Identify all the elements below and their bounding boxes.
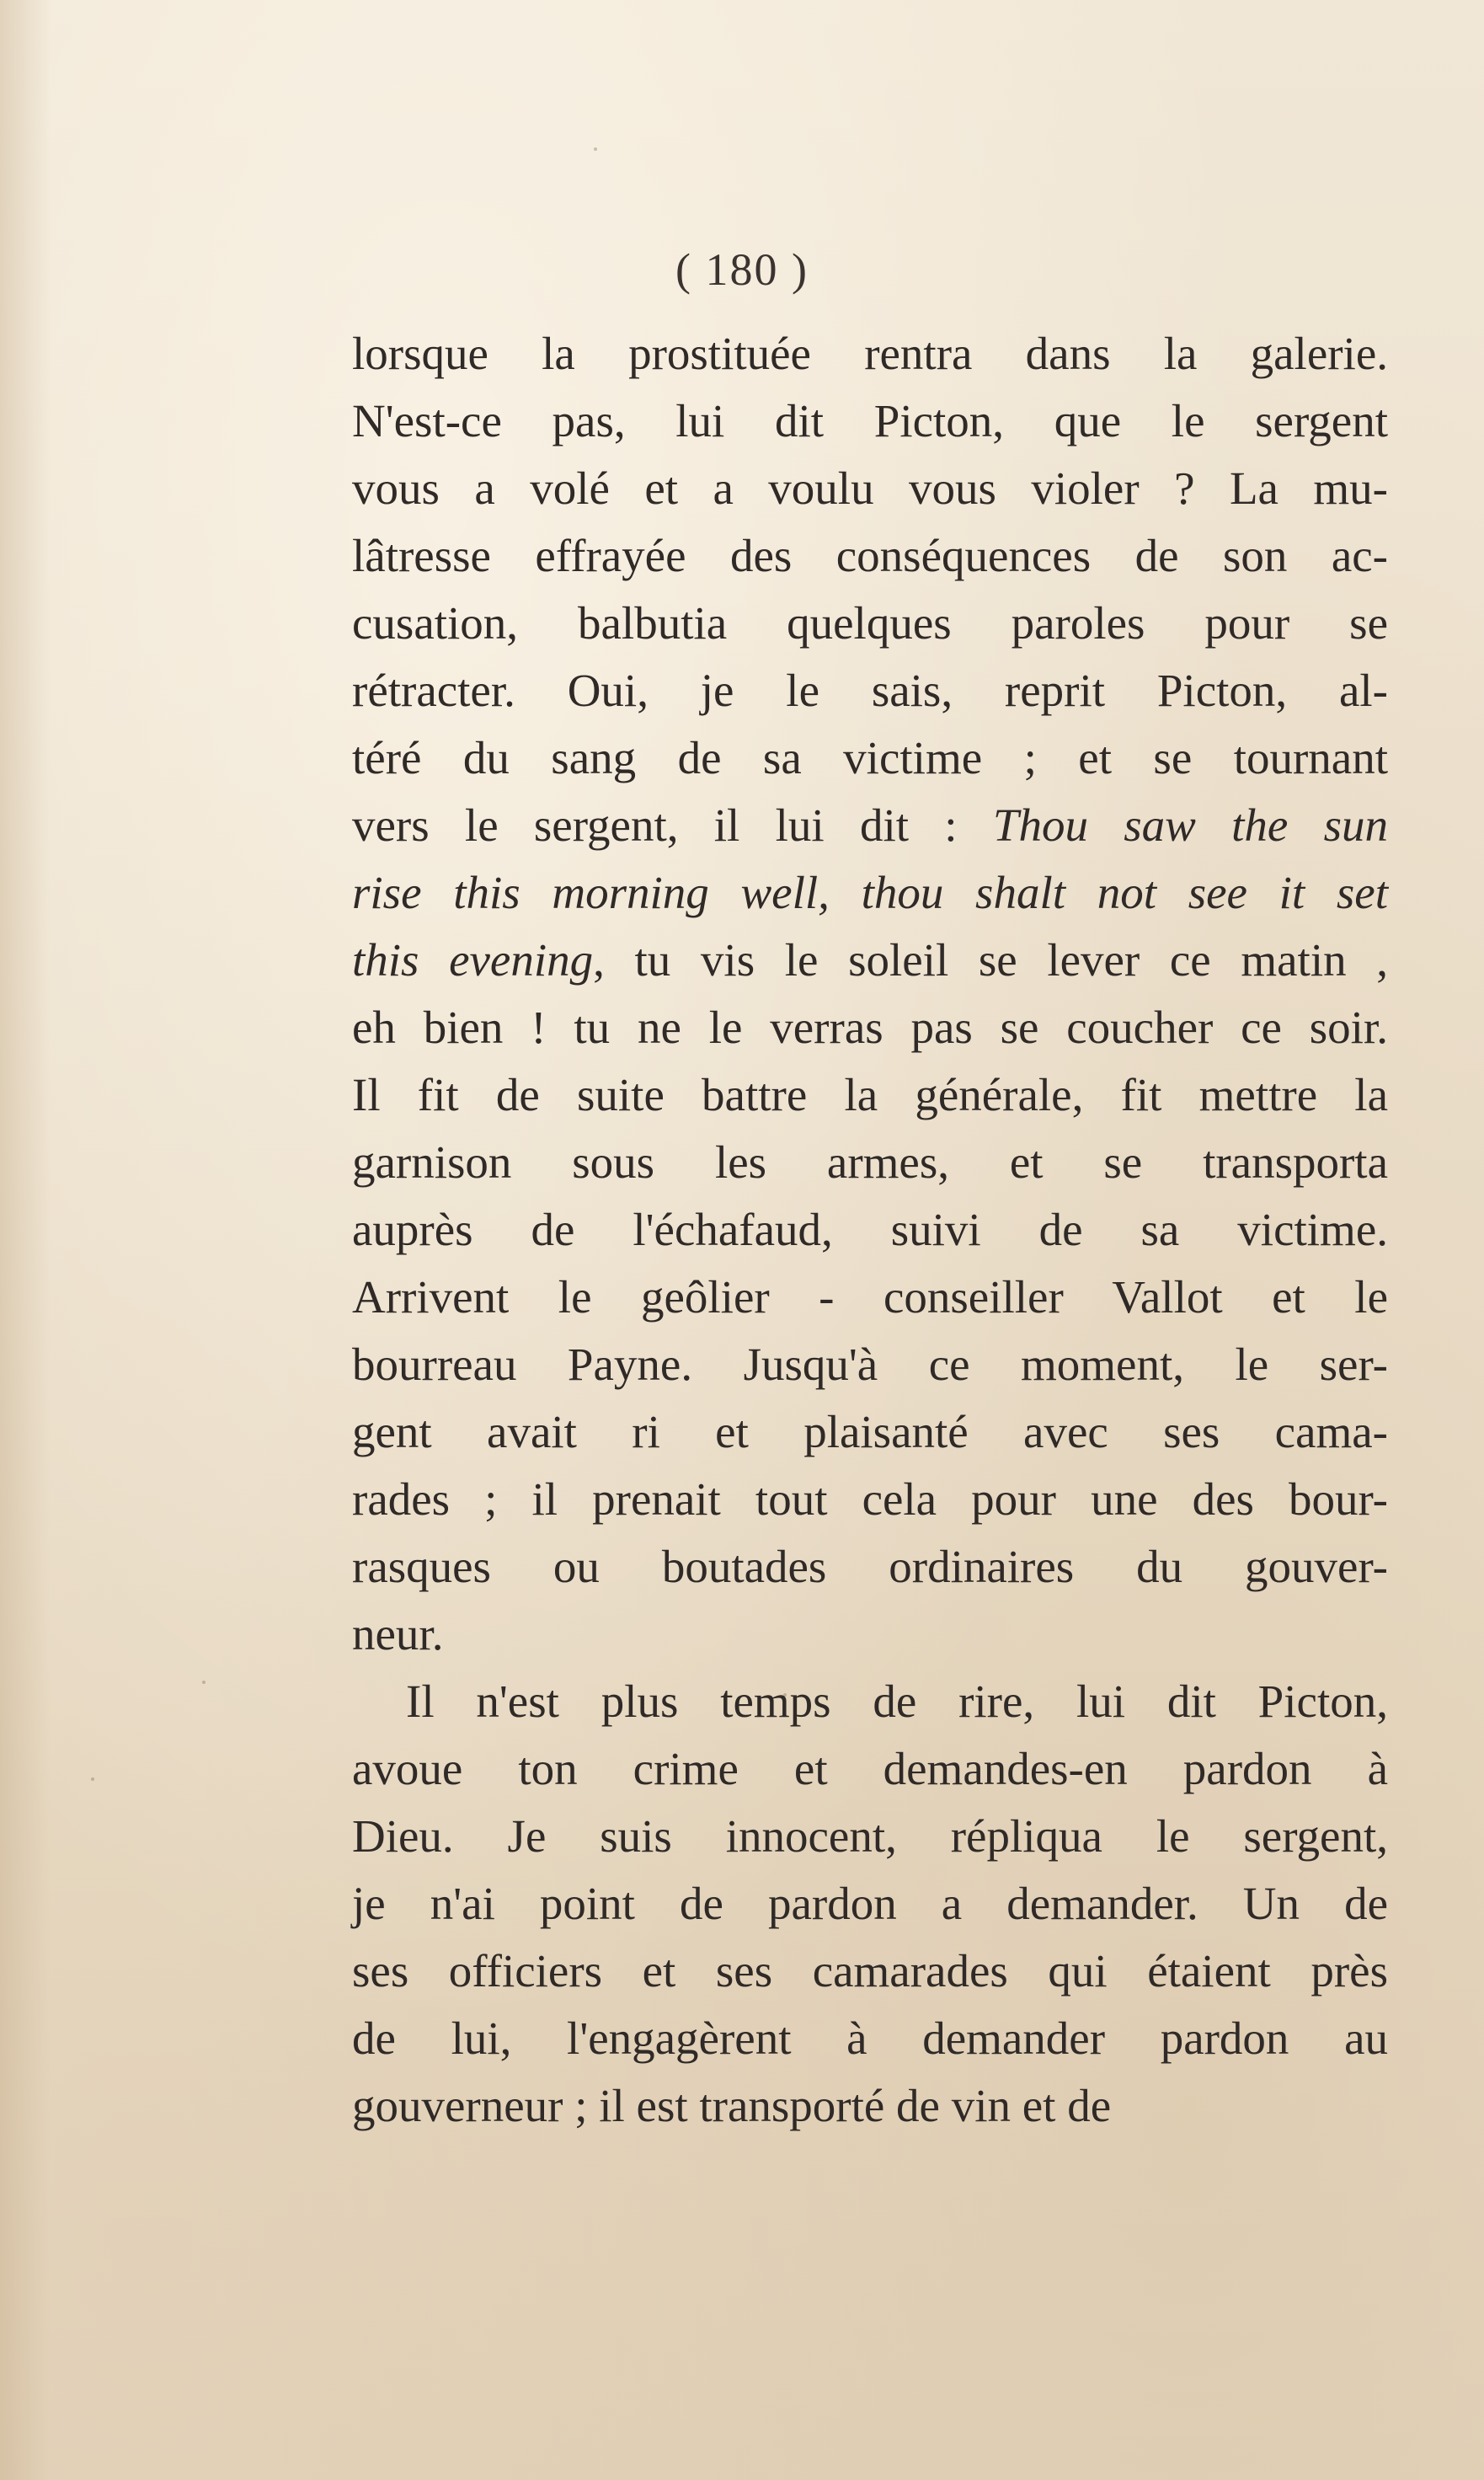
text-line xyxy=(352,590,1388,657)
text-line xyxy=(352,1061,1388,1129)
text-segment: cusation, balbutia quelques paroles pour se xyxy=(352,597,1388,649)
text-line xyxy=(352,1870,1388,1938)
text-segment: lorsque la prostituée rentra dans la galerie. xyxy=(352,328,1388,379)
text-line xyxy=(352,1938,1388,2005)
text-segment: neur. xyxy=(352,1608,444,1660)
body-text xyxy=(352,320,1388,2140)
text-line xyxy=(352,320,1388,388)
page-edge-shadow xyxy=(0,0,51,2480)
text-line xyxy=(352,2072,1388,2140)
text-line xyxy=(352,1466,1388,1533)
text-segment: , tu vis le soleil se lever ce matin , xyxy=(593,934,1388,986)
text-segment: vers le sergent, il lui dit : xyxy=(352,799,993,851)
text-line xyxy=(352,522,1388,590)
text-segment: ses officiers et ses camarades qui étaient près xyxy=(352,1945,1388,1996)
page-number: ( 180 ) xyxy=(675,244,809,295)
text-segment: de lui, l'engagèrent à demander pardon au xyxy=(352,2012,1388,2064)
text-segment: Il fit de suite battre la générale, fit mettre la xyxy=(352,1069,1388,1120)
paper-speck xyxy=(202,1681,206,1684)
text-line xyxy=(352,1533,1388,1601)
text-line xyxy=(352,1264,1388,1331)
text-segment: vous a volé et a voulu vous violer ? La mu- xyxy=(352,462,1388,514)
text-line xyxy=(352,1129,1388,1196)
text-segment: lâtresse effrayée des conséquences de son ac- xyxy=(352,530,1388,581)
text-segment: eh bien ! tu ne le verras pas se coucher ce soir. xyxy=(352,1002,1388,1053)
text-segment: je n'ai point de pardon a demander. Un de xyxy=(352,1878,1388,1929)
text-segment: auprès de l'échafaud, suivi de sa victime. xyxy=(352,1204,1388,1255)
text-line xyxy=(352,1803,1388,1870)
text-segment: gent avait ri et plaisanté avec ses cama- xyxy=(352,1406,1388,1457)
text-line xyxy=(352,1601,1388,1668)
text-segment: gouverneur ; il est transporté de vin et de xyxy=(352,2080,1112,2131)
text-segment: rasques ou boutades ordinaires du gouver- xyxy=(352,1541,1388,1592)
text-segment: rades ; il prenait tout cela pour une des bour- xyxy=(352,1473,1388,1525)
text-segment: rétracter. Oui, je le sais, reprit Picton, al- xyxy=(352,665,1388,716)
text-line xyxy=(352,1196,1388,1264)
text-segment: Dieu. Je suis innocent, répliqua le sergent, xyxy=(352,1810,1388,1862)
text-line xyxy=(352,792,1388,859)
text-segment: Il n'est plus temps de rire, lui dit Picton, xyxy=(406,1676,1388,1727)
text-line xyxy=(352,2005,1388,2072)
text-segment: téré du sang de sa victime ; et se tournant xyxy=(352,732,1388,783)
text-line xyxy=(352,859,1388,927)
text-line xyxy=(352,1398,1388,1466)
paragraph xyxy=(352,1668,1388,2140)
text-line xyxy=(352,388,1388,455)
text-line xyxy=(352,455,1388,522)
paragraph xyxy=(352,320,1388,1668)
text-segment: N'est-ce pas, lui dit Picton, que le sergent xyxy=(352,395,1388,446)
paper-speck xyxy=(91,1777,94,1781)
italic-text-segment: Thou saw the sun xyxy=(992,799,1388,851)
text-segment: bourreau Payne. Jusqu'à ce moment, le ser- xyxy=(352,1339,1388,1390)
text-line xyxy=(352,994,1388,1061)
italic-text-segment: this evening xyxy=(352,934,594,986)
text-line xyxy=(352,724,1388,792)
paper-speck xyxy=(594,147,597,151)
text-line xyxy=(352,1735,1388,1803)
text-segment: Arrivent le geôlier - conseiller Vallot et le xyxy=(352,1271,1388,1323)
italic-text-segment: rise this morning well, thou shalt not see it set xyxy=(352,867,1388,918)
text-line xyxy=(352,1668,1388,1735)
text-line xyxy=(352,927,1388,994)
text-segment: garnison sous les armes, et se transporta xyxy=(352,1136,1388,1188)
text-line xyxy=(352,657,1388,724)
text-line xyxy=(352,1331,1388,1398)
text-segment: avoue ton crime et demandes-en pardon à xyxy=(352,1743,1388,1794)
